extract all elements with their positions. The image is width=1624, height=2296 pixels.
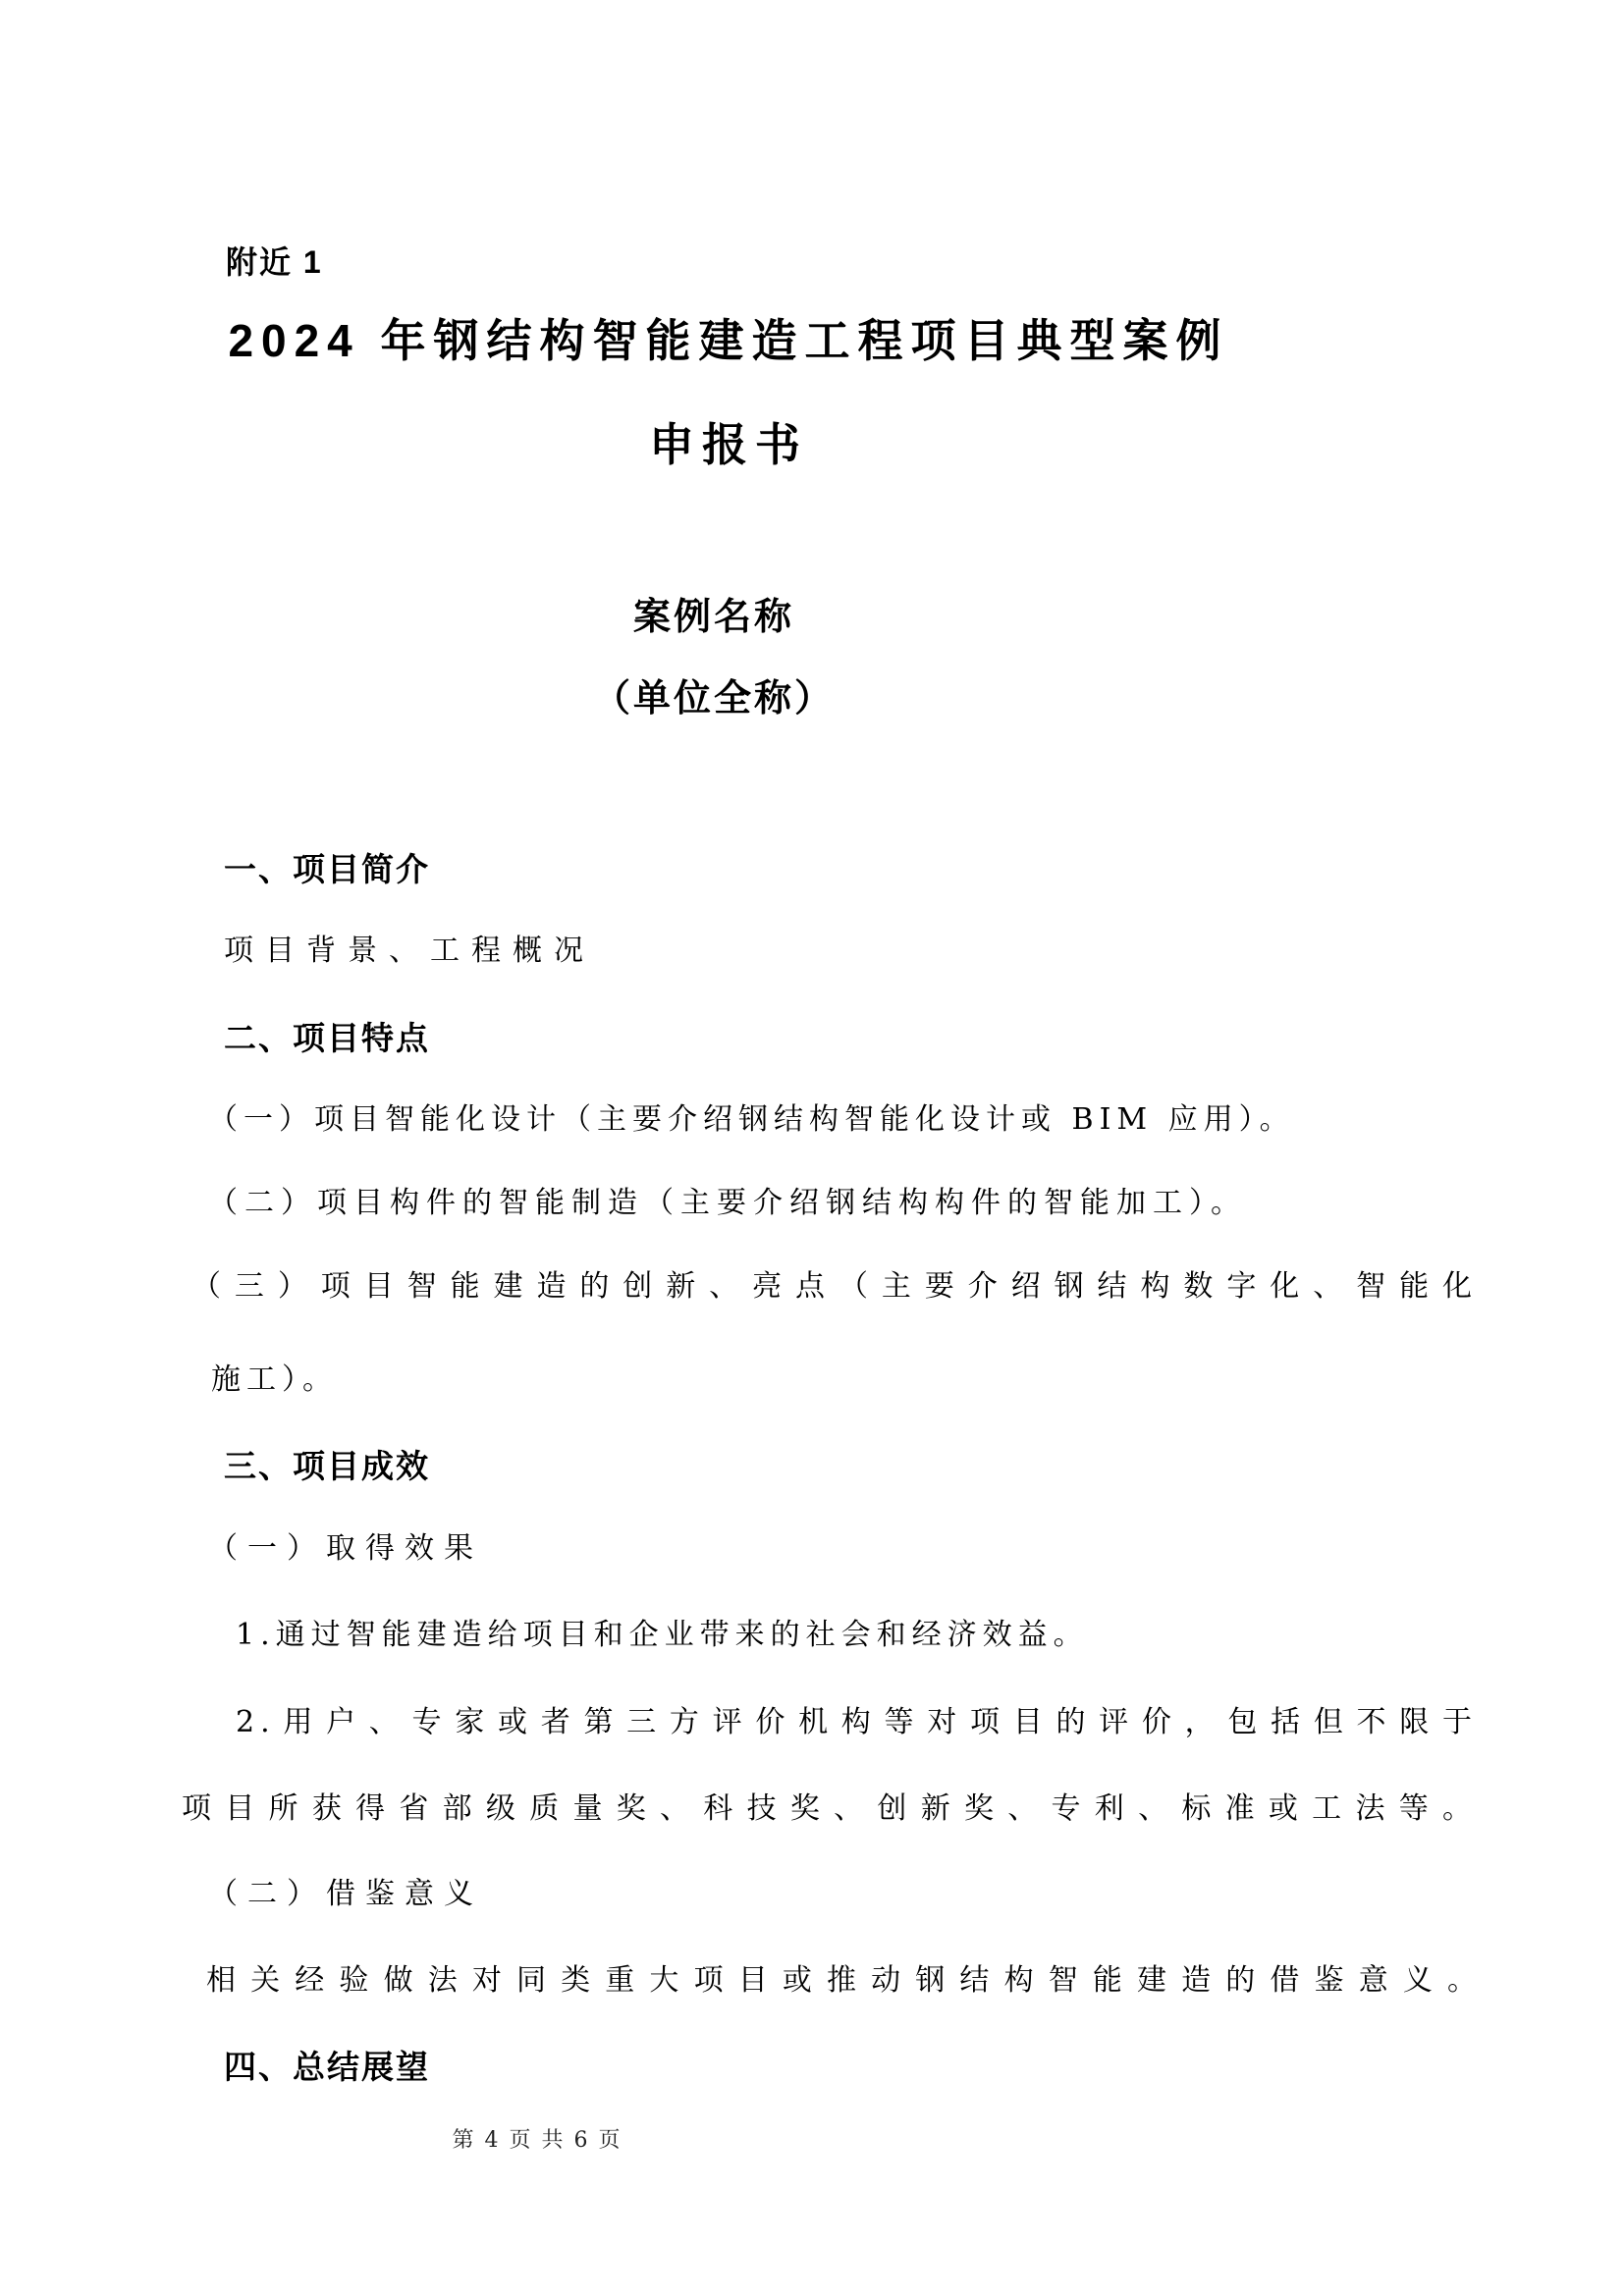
- attachment-label: 附近 1: [226, 244, 323, 280]
- case-name-placeholder: 案例名称: [632, 597, 794, 638]
- page-number-footer: 第 4 页 共 6 页: [452, 2128, 623, 2153]
- paragraph-feature-3-line1: （三）项目智能建造的创新、亮点（主要介绍钢结构数字化、智能化: [191, 1269, 1478, 1304]
- document-title-line1: 2024 年钢结构智能建造工程项目典型案例: [228, 315, 1229, 366]
- paragraph-feature-2: （二）项目构件的智能制造（主要介绍钢结构构件的智能加工）。: [208, 1186, 1247, 1220]
- paragraph-results-item-2-line2: 项目所获得省部级质量奖、科技奖、创新奖、专利、标准或工法等。: [182, 1791, 1478, 1826]
- section-heading-4: 四、总结展望: [224, 2049, 430, 2085]
- document-title-line2: 申报书: [649, 419, 808, 470]
- paragraph-feature-1: （一）项目智能化设计（主要介绍钢结构智能化设计或 BIM 应用）。: [208, 1102, 1295, 1137]
- paragraph-reference-meaning: 相关经验做法对同类重大项目或推动钢结构智能建造的借鉴意义。: [206, 1963, 1483, 1998]
- paragraph-results-item-1: 1.通过智能建造给项目和企业带来的社会和经济效益。: [236, 1618, 1089, 1652]
- section-heading-2: 二、项目特点: [224, 1020, 430, 1056]
- unit-name-placeholder: （单位全称）: [592, 678, 835, 720]
- paragraph-results-item-2-line1: 2.用户、专家或者第三方评价机构等对项目的评价，包括但不限于: [236, 1705, 1478, 1739]
- paragraph-results-heading: （一）取得效果: [208, 1531, 483, 1566]
- paragraph-project-background: 项目背景、工程概况: [224, 934, 595, 968]
- section-heading-3: 三、项目成效: [224, 1448, 430, 1484]
- paragraph-reference-heading: （二）借鉴意义: [208, 1877, 483, 1911]
- paragraph-feature-3-line2: 施工）。: [211, 1362, 338, 1397]
- section-heading-1: 一、项目简介: [224, 851, 430, 887]
